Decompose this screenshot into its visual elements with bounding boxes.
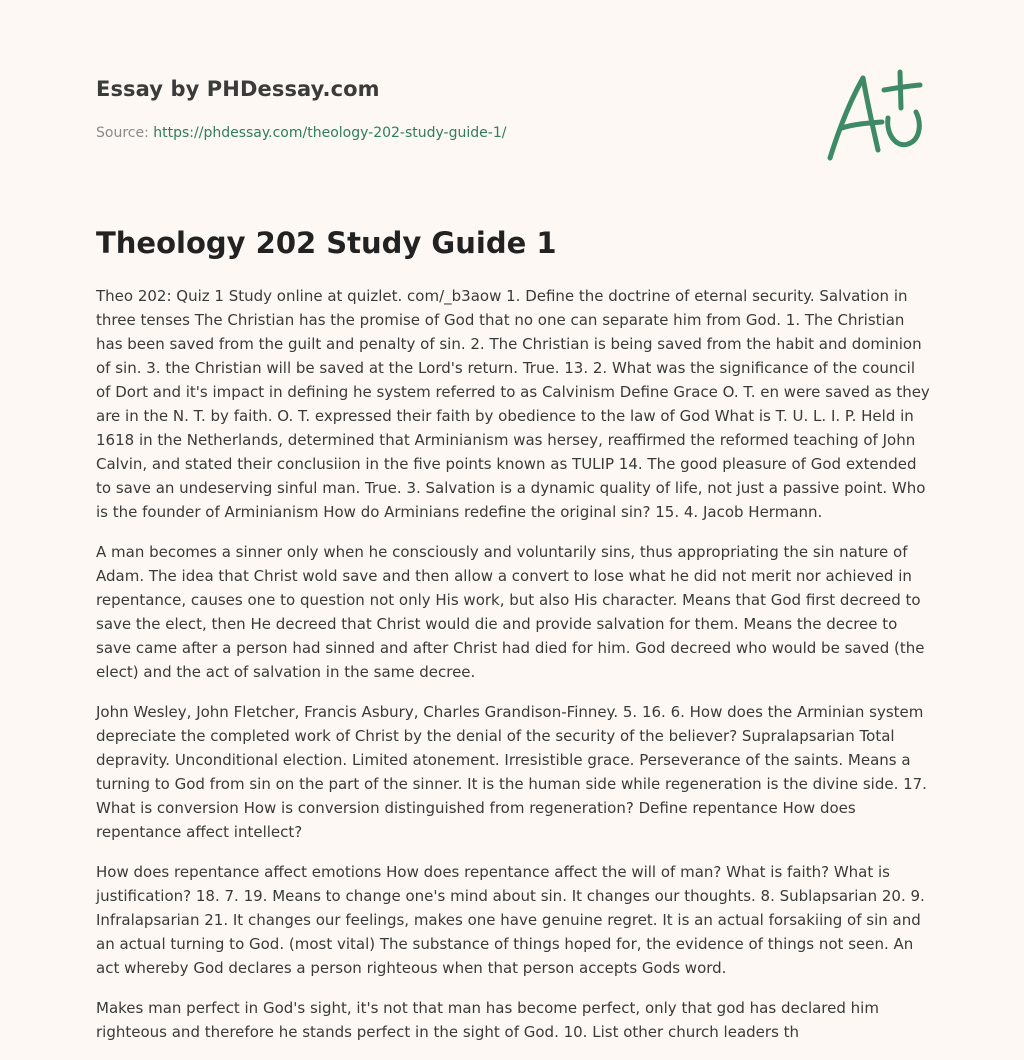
essay-paragraph: How does repentance affect emotions How does repentance affect the will of man? What is faith? What is justification? 18. 7. 19. Means to change one's mind about sin. It changes our thoughts. 8. Sublapsarian 20. 9. Infralapsarian 21. It changes our feelings, makes one have genuine regret. It is an actual forsakiing of sin and an actual turning to God. (most vital) The substance of things hoped for, the evidence of things not seen. An act whereby God declares a person righteous when that person accepts Gods word. (96, 863, 925, 977)
source-line (96, 125, 506, 141)
essay-title: Theology 202 Study Guide 1 (96, 226, 557, 260)
site-brand: Essay by PHDessay.com (96, 77, 380, 101)
essay-body (96, 284, 930, 1060)
source-link[interactable]: https://phdessay.com/theology-202-study-guide-1/ (153, 125, 507, 141)
essay-paragraph: John Wesley, John Fletcher, Francis Asbury, Charles Grandison-Finney. 5. 16. 6. How does the Arminian system depreciate the completed work of Christ by the denial of the security of the believer? Supralapsarian Total depravity. Unconditional election. Limited atonement. Irresistible grace. Perseverance of the saints. Means a turning to God from sin on the part of the sinner. It is the human side while regeneration is the divine side. 17. What is conversion How is conversion distinguished from regeneration? Define repentance How does repentance affect intellect? (96, 703, 927, 841)
essay-paragraph: Theo 202: Quiz 1 Study online at quizlet. com/_b3aow 1. Define the doctrine of eternal security. Salvation in three tenses The Christian has the promise of God that no one can separate him from God. 1. The Christian has been saved from the guilt and penalty of sin. 2. The Christian is being saved from the habit and dominion of sin. 3. the Christian will be saved at the Lord's return. True. 13. 2. What was the significance of the council of Dort and it's impact in defining he system referred to as Calvinism Define Grace O. T. en were saved as they are in the N. T. by faith. O. T. expressed their faith by obedience to the law of God What is T. U. L. I. P. Held in 1618 in the Netherlands, determined that Arminianism was hersey, reaffirmed the reformed teaching of John Calvin, and stated their conclusiion in the five points known as TULIP 14. The good pleasure of God extended to save an undeserving sinful man. True. 3. Salvation is a dynamic quality of life, not just a passive point. Who is the founder of Arminianism How do Arminians redefine the original sin? 15. 4. Jacob Hermann. (96, 287, 930, 521)
a-plus-grade-icon (818, 66, 932, 166)
essay-paragraph: Makes man perfect in God's sight, it's not that man has become perfect, only that god has declared him righteous and therefore he stands perfect in the sight of God. 10. List other church leaders th (96, 999, 879, 1041)
essay-paragraph: A man becomes a sinner only when he consciously and voluntarily sins, thus appropriating the sin nature of Adam. The idea that Christ wold save and then allow a convert to lose what he did not merit nor achieved in repentance, causes one to question not only His work, but also His character. Means that God first decreed to save the elect, then He decreed that Christ would die and provide salvation for them. Means the decree to save came after a person had sinned and after Christ had died for him. God decreed who would be saved (the elect) and the act of salvation in the same decree. (96, 543, 925, 681)
source-label: Source: (96, 125, 154, 141)
